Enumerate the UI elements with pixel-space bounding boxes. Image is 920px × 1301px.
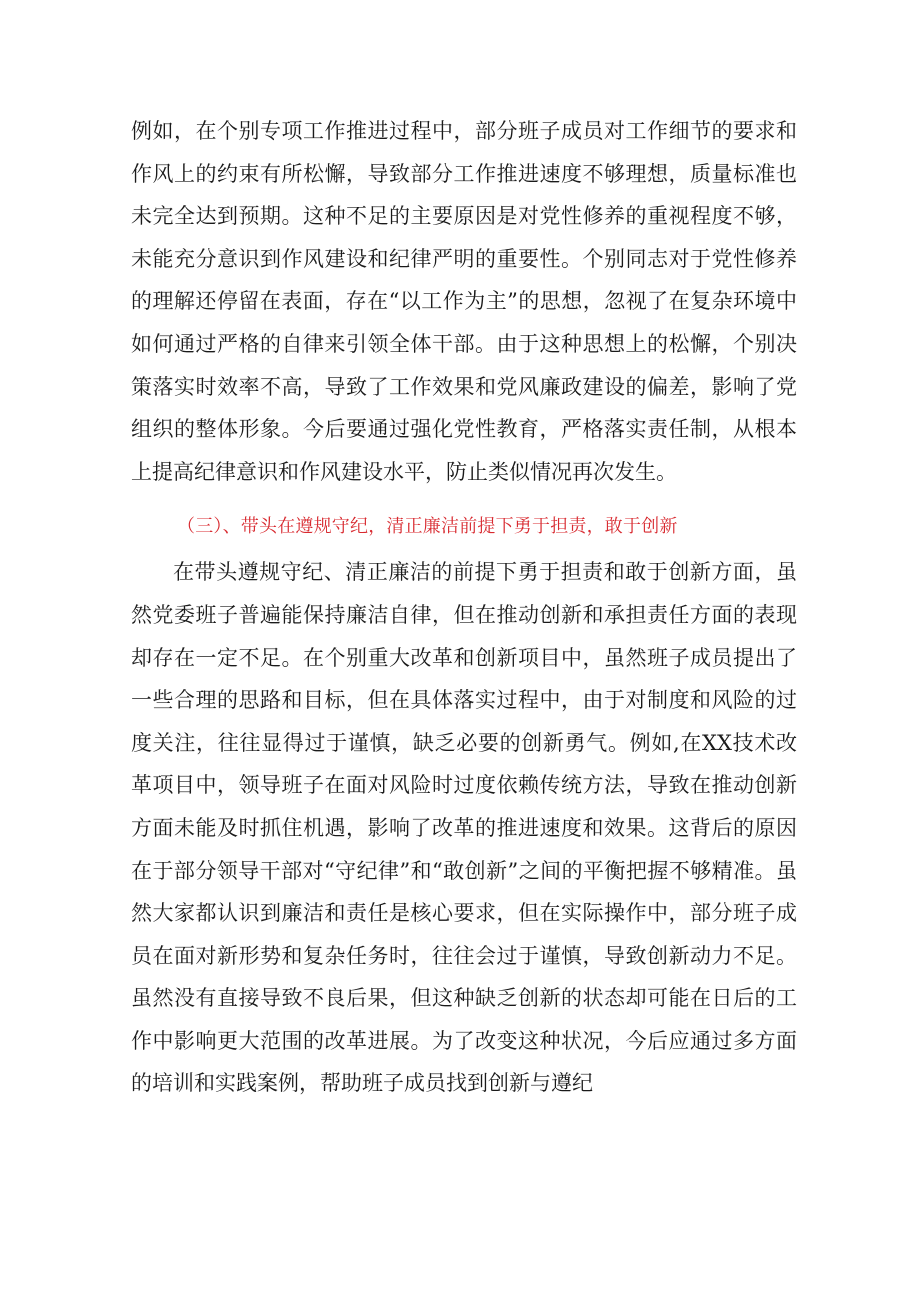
body-paragraph-1: 例如，在个别专项工作推进过程中，部分班子成员对工作细节的要求和作风上的约束有所松懈，导致部分工作推进速度不够理想，质量标准也未完全达到预期。这种不足的主要原因是对党性修养的重视程度不够，未能充分意识到作风建设和纪律严明的重要性。个别同志对于党性修养的理解还停留在表面，存在“以工作为主”的思想，忽视了在复杂环境中如何通过严格的自律来引领全体干部。由于这种思想上的松懈，个别决策落实时效率不高，导致了工作效果和党风廉政建设的偏差，影响了党组织的整体形象。今后要通过强化党性教育，严格落实责任制，从根本上提高纪律意识和作风建设水平，防止类似情况再次发生。 bbox=[131, 119, 797, 484]
section-heading: （三）、带头在遵规守纪，清正廉洁前提下勇于担责，敢于创新 bbox=[177, 516, 678, 538]
body-paragraph-2: 在带头遵规守纪、清正廉洁的前提下勇于担责和敢于创新方面，虽然党委班子普遍能保持廉洁自律，但在推动创新和承担责任方面的表现却存在一定不足。在个别重大改革和创新项目中，虽然班子成员提出了一些合理的思路和目标，但在具体落实过程中，由于对制度和风险的过度关注，往往显得过于谨慎，缺乏必要的创新勇气。例如,在XX技术改革项目中，领导班子在面对风险时过度依赖传统方法，导致在推动创新方面未能及时抓住机遇，影响了改革的推进速度和效果。这背后的原因在于部分领导干部对“守纪律”和“敢创新”之间的平衡把握不够精准。虽然大家都认识到廉洁和责任是核心要求，但在实际操作中，部分班子成员在面对新形势和复杂任务时，往往会过于谨慎，导致创新动力不足。虽然没有直接导致不良后果，但这种缺乏创新的状态却可能在日后的工作中影响更大范围的改革进展。为了改变这种状况，今后应通过多方面的培训和实践案例，帮助班子成员找到创新与遵纪 bbox=[131, 560, 797, 1096]
document-body bbox=[131, 110, 797, 1105]
